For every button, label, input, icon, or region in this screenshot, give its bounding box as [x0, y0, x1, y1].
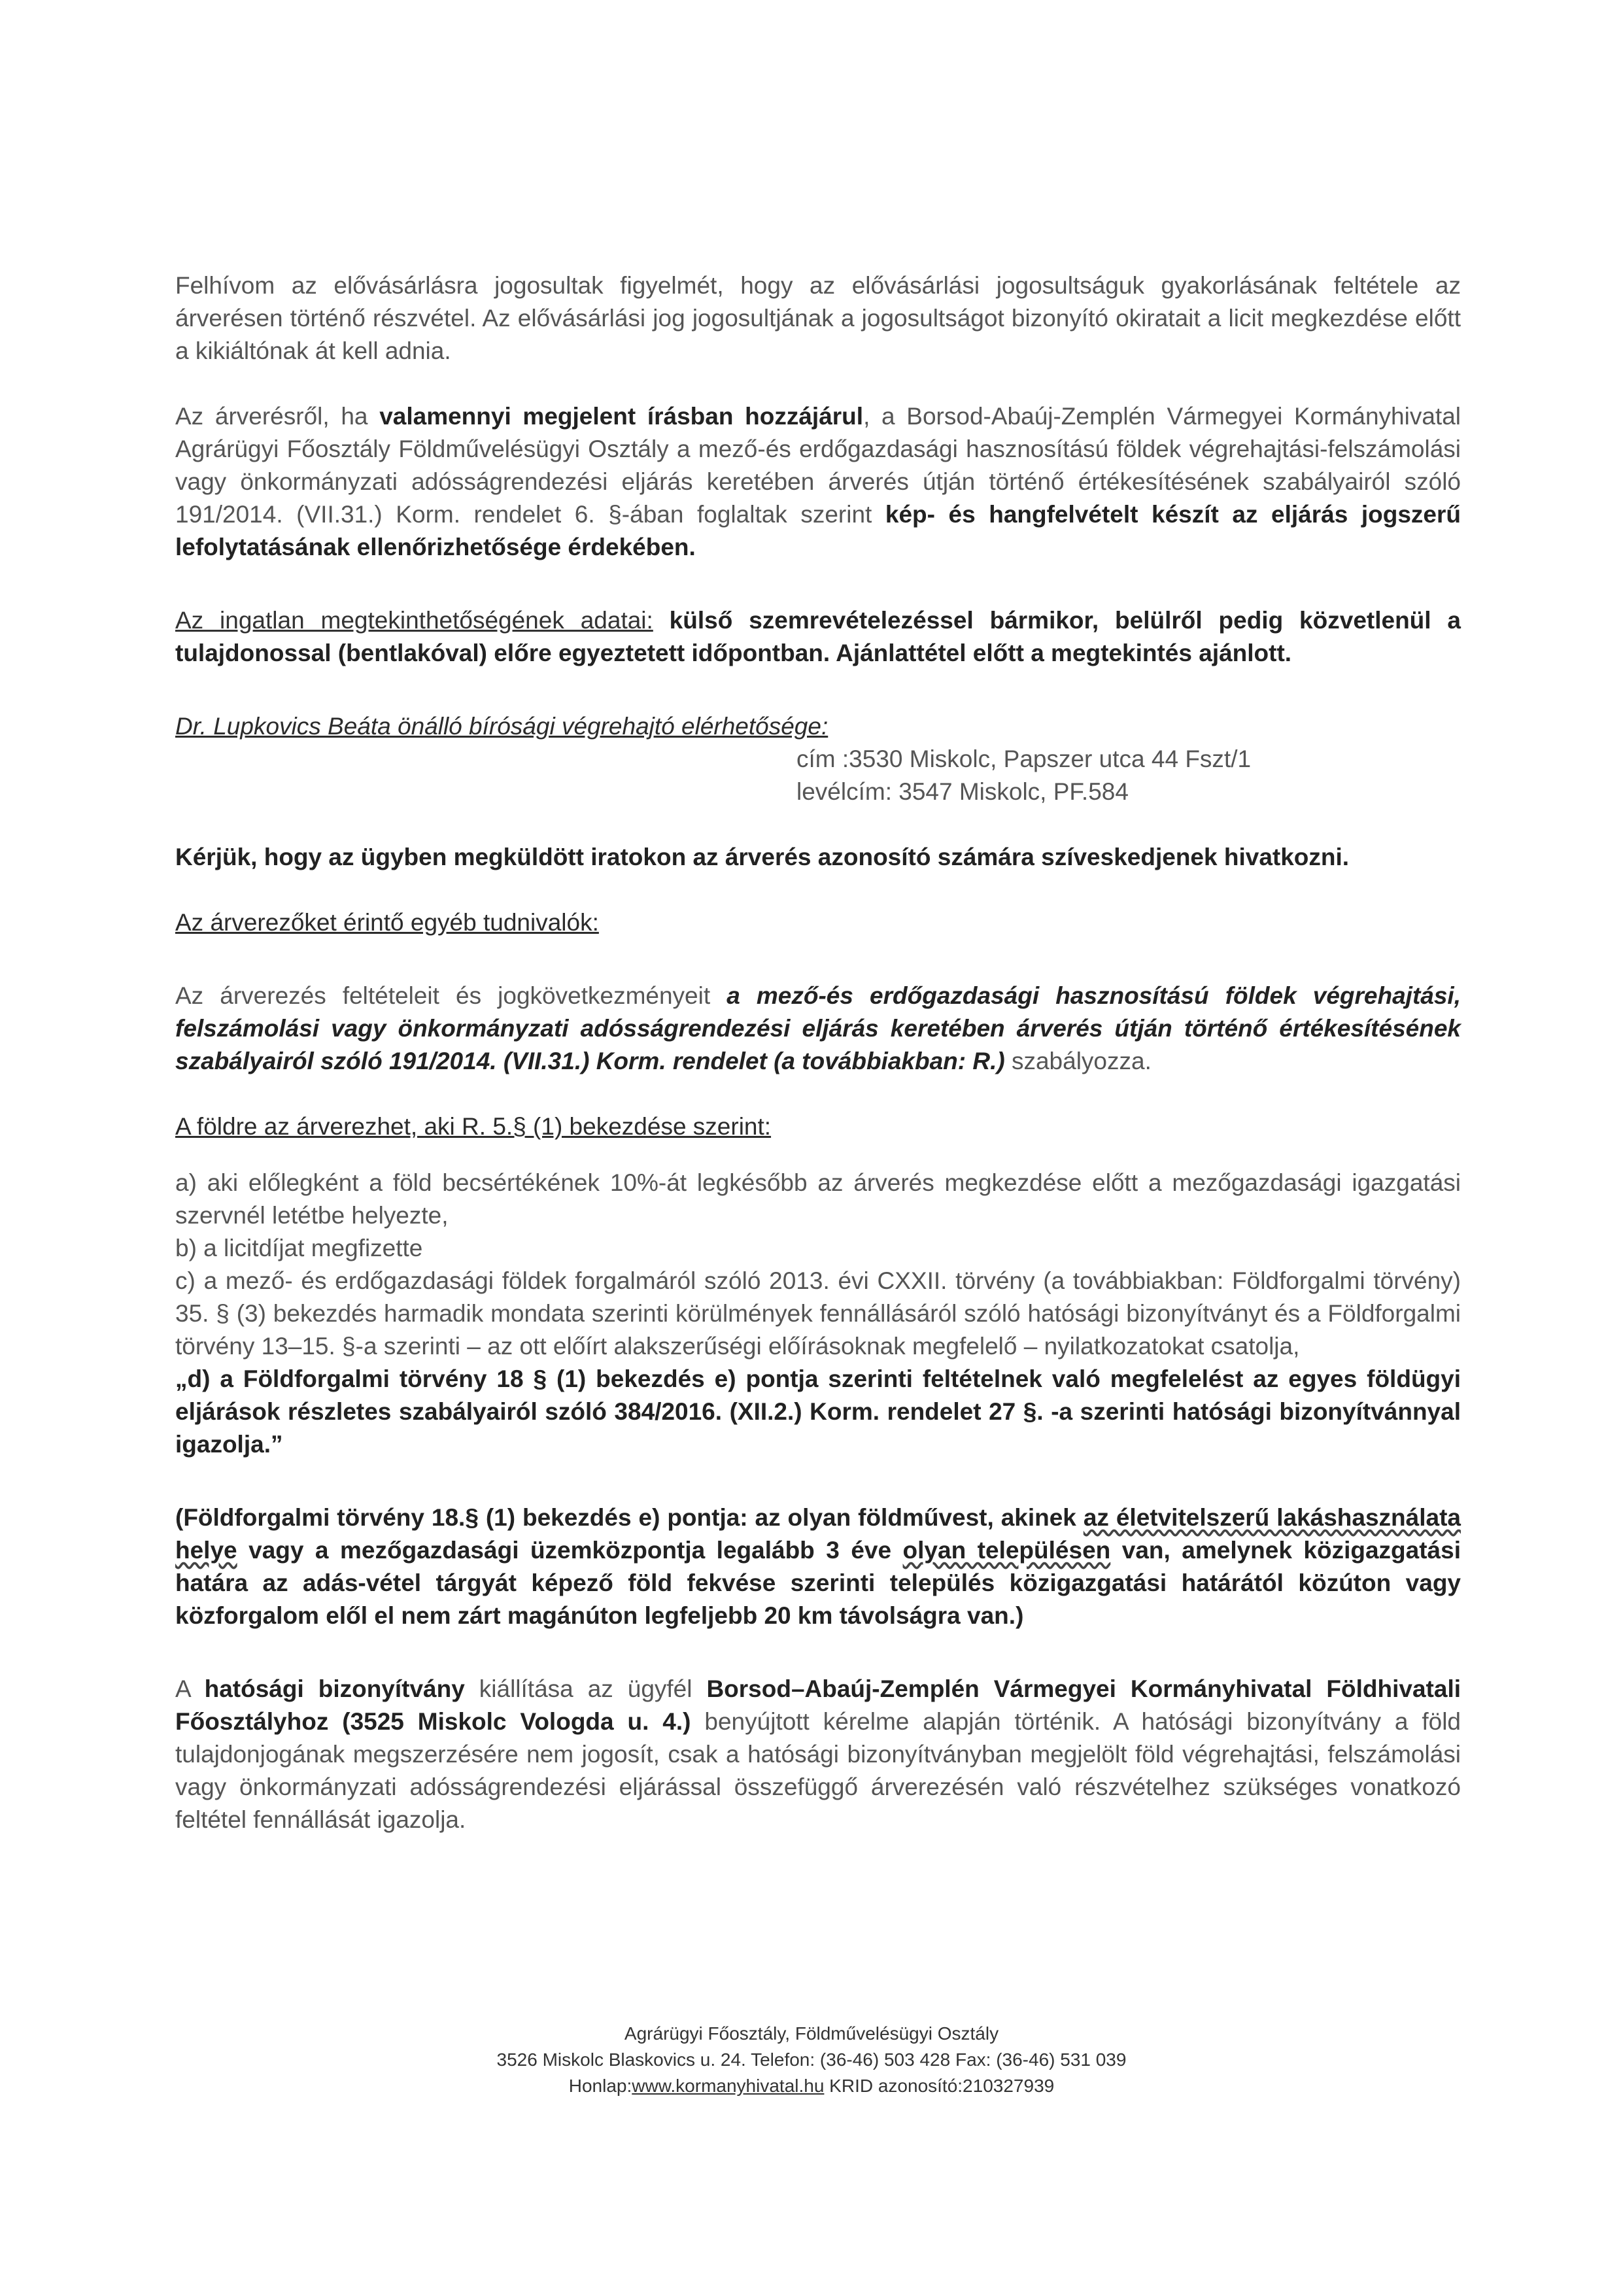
property-viewing-text: külső szemrevételezéssel bármikor, belülről pedig közvetlenül a tulajdonossal (bentlakóval) előre egyeztetett időpontban. Ajánlattétel előtt a megtekintés ajánlott.: [175, 607, 1461, 666]
land-law-explanation-middle: vagy a mezőgazdasági üzemközpontja legalább 3 éve: [237, 1537, 903, 1564]
auction-regulation-decree: a mező-és erdőgazdasági hasznosítású földek végrehajtási, felszámolási vagy önkormányzati adósságrendezési eljárás keretében árverés útján történő értékesítésének szabályairól szóló 191/2014. (VII.31.) Korm. rendelet (a továbbiakban: R.): [175, 982, 1461, 1074]
recording-consent-condition: valamennyi megjelent írásban hozzájárul: [379, 403, 864, 430]
document-body: [175, 269, 1461, 1836]
land-law-explanation-end: van, amelynek közigazgatási határa az adás-vétel tárgyát képező föld fekvése szerinti település közigazgatási határától közúton vagy közforgalom elől el nem zárt magánúton legfeljebb 20 km távolságra van.): [175, 1537, 1461, 1629]
bailiff-contact-label: [175, 713, 828, 740]
footer-krid: KRID azonosító:210327939: [824, 2076, 1055, 2096]
auction-regulation-intro: Az árverezés feltételeit és jogkövetkezményeit: [175, 982, 727, 1009]
footer-department: Agrárügyi Főosztály, Földművelésügyi Osztály: [624, 2023, 999, 2044]
bailiff-name-text: Dr. Lupkovics Beáta önálló bírósági végrehajtó elérhetősége:: [175, 713, 829, 740]
auction-regulation-end: szabályozza.: [1004, 1048, 1152, 1074]
auction-regulation-paragraph: [175, 980, 1461, 1078]
certificate-intro: A: [175, 1675, 205, 1702]
land-law-explanation: [175, 1501, 1461, 1632]
eligibility-item-c: c) a mező- és erdőgazdasági földek forgalmáról szóló 2013. évi CXXII. törvény (a továbbiakban: Földforgalmi törvény) 35. § (3) bekezdés harmadik mondata szerinti körülmények fennállásáról szóló hatósági bizonyítványt és a Földforgalmi törvény 13–15. §-a szerinti – az ott előírt alakszerűségi előírásoknak megfelelő – nyilatkozatokat csatolja,: [175, 1267, 1461, 1360]
recording-notice-legal-basis: , a Borsod-Abaúj-Zemplén Vármegyei Kormányhivatal Agrárügyi Főosztály Földművelésügyi Osztály a mező-és erdőgazdasági hasznosítású földek végrehajtási-felszámolási vagy önkormányzati adósságrendezési eljárás keretében árverés útján történő értékesítésének szabályairól szóló 191/2014. (VII.31.) Korm. rendelet 6. §-ában foglaltak szerint: [175, 403, 1461, 528]
eligibility-item-d: „d) a Földforgalmi törvény 18 § (1) bekezdés e) pontja szerinti feltételnek való megfelelést az egyes földügyi eljárások részletes szabályairól szóló 384/2016. (XII.2.) Korm. rendelet 27 §. -a szerinti hatósági bizonyítvánnyal igazolja.”: [175, 1365, 1461, 1458]
certificate-term: hatósági bizonyítvány: [204, 1675, 465, 1702]
footer-contact: 3526 Miskolc Blaskovics u. 24. Telefon: (36-46) 503 428 Fax: (36-46) 531 039: [496, 2049, 1127, 2070]
certificate-details: benyújtott kérelme alapján történik. A hatósági bizonyítvány a föld tulajdonjogának megszerzésére nem jogosít, csak a hatósági bizonyítványban megjelölt föld végrehajtási, felszámolási vagy önkormányzati adósságrendezési eljárással összefüggő árverezésén való részvételhez szükséges vonatkozó feltétel fennállását igazolja.: [175, 1708, 1461, 1833]
certificate-paragraph: [175, 1673, 1461, 1836]
land-office-name: Borsod–Abaúj-Zemplén Vármegyei Kormányhivatal Földhivatali Főosztályhoz (3525 Miskolc Vologda u. 4.): [175, 1675, 1461, 1735]
recording-notice-purpose: kép- és hangfelvételt készít az eljárás jogszerű lefolytatásának ellenőrizhetősége érdekében.: [175, 501, 1461, 560]
reference-request: Kérjük, hogy az ügyben megküldött iratokon az árverés azonosító számára szíveskedjenek hivatkozni.: [175, 844, 1350, 870]
eligibility-item-b: b) a licitdíjat megfizette: [175, 1235, 423, 1261]
settlement-phrase: olyan településen: [902, 1537, 1111, 1564]
footer-website-link[interactable]: www.kormanyhivatal.hu: [632, 2076, 825, 2096]
pre-emption-notice: Felhívom az elővásárlásra jogosultak figyelmét, hogy az elővásárlási jogosultságuk gyakorlásának feltétele az árverésen történő részvétel. Az elővásárlási jog jogosultjának a jogosultságot bizonyító okiratait a licit megkezdése előtt a kikiáltónak át kell adnia.: [175, 272, 1461, 364]
bidder-info-heading: Az árverezőket érintő egyéb tudnivalók:: [175, 909, 599, 936]
recording-notice: [175, 400, 1461, 564]
recording-notice-intro: Az árverésről, ha: [175, 403, 380, 430]
bailiff-address: cím :3530 Miskolc, Papszer utca 44 Fszt/1: [796, 745, 1252, 772]
residence-phrase: az életvitelszerű lakáshasználata helye: [175, 1504, 1461, 1564]
footer-web: [0, 2073, 1623, 2099]
eligibility-heading: A földre az árverezhet, aki R. 5.§ (1) bekezdése szerint:: [175, 1113, 772, 1140]
eligibility-item-a: a) aki előlegként a föld becsértékének 10%-át legkésőbb az árverés megkezdése előtt a mezőgazdasági igazgatási szervnél letétbe helyezte,: [175, 1169, 1461, 1229]
bailiff-contact-heading: [175, 710, 1461, 743]
bailiff-postal-address: levélcím: 3547 Miskolc, PF.584: [796, 778, 1129, 805]
land-law-explanation-intro: (Földforgalmi törvény 18.§ (1) bekezdés e) pontja: az olyan földművest, akinek: [175, 1504, 1084, 1531]
eligibility-list: [175, 1167, 1461, 1461]
property-viewing-info: [175, 604, 1461, 670]
page-footer: [0, 2021, 1623, 2099]
property-viewing-label: Az ingatlan megtekinthetőségének adatai:: [175, 607, 653, 634]
certificate-issue-text: kiállítása az ügyfél: [464, 1675, 707, 1702]
footer-web-label: Honlap:: [568, 2076, 632, 2096]
